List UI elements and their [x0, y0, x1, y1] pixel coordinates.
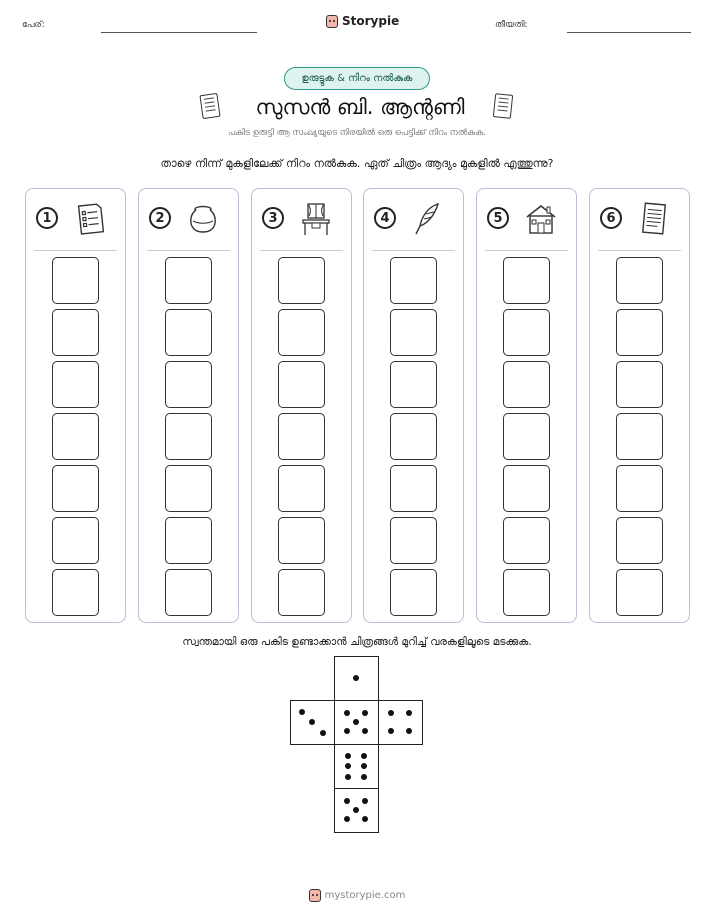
- color-box[interactable]: [52, 465, 99, 512]
- brand-name: Storypie: [342, 14, 400, 28]
- color-box[interactable]: [616, 569, 663, 616]
- window-desk-icon: [298, 201, 334, 237]
- column-divider: [485, 250, 568, 251]
- column-divider: [147, 250, 230, 251]
- column-number: 2: [149, 207, 171, 229]
- column-divider: [34, 250, 117, 251]
- color-box[interactable]: [616, 257, 663, 304]
- die-pip: [361, 753, 367, 759]
- column-number: 3: [262, 207, 284, 229]
- color-box[interactable]: [503, 569, 550, 616]
- house-icon: [523, 201, 559, 237]
- color-box[interactable]: [616, 413, 663, 460]
- die-pip: [345, 774, 351, 780]
- color-box[interactable]: [52, 257, 99, 304]
- checklist-document-icon: [72, 201, 108, 237]
- paper-document-icon: [636, 201, 672, 237]
- die-face-1: [334, 656, 379, 701]
- die-pip: [388, 728, 394, 734]
- color-box[interactable]: [616, 309, 663, 356]
- color-box[interactable]: [390, 569, 437, 616]
- color-box[interactable]: [165, 309, 212, 356]
- color-box[interactable]: [616, 465, 663, 512]
- color-box[interactable]: [503, 465, 550, 512]
- die-pip: [361, 763, 367, 769]
- column-1: [25, 188, 126, 623]
- color-box[interactable]: [503, 361, 550, 408]
- column-2: [138, 188, 239, 623]
- date-line[interactable]: [567, 32, 691, 33]
- die-pip: [345, 763, 351, 769]
- color-box[interactable]: [52, 569, 99, 616]
- instruction: താഴെ നിന്ന് മുകളിലേക്ക് നിറം നൽകുക. ഏത് ചിത്രം ആദ്യം മുകളിൽ എത്തുന്നു?: [160, 157, 554, 170]
- die-pip: [362, 798, 368, 804]
- column-number: 6: [600, 207, 622, 229]
- die-pip: [299, 709, 305, 715]
- color-box[interactable]: [165, 569, 212, 616]
- color-box[interactable]: [278, 569, 325, 616]
- die-pip: [362, 710, 368, 716]
- subtitle: പകിട ഉരുട്ടി ആ സംഖ്യയുടെ നിരയിൽ ഒരു പെട്ടിക്ക് നിറം നൽകുക.: [228, 128, 486, 138]
- brand-logo: [326, 14, 399, 28]
- column-5: [476, 188, 577, 623]
- color-box[interactable]: [390, 517, 437, 564]
- die-pip: [353, 719, 359, 725]
- color-box[interactable]: [390, 413, 437, 460]
- color-box[interactable]: [278, 517, 325, 564]
- color-box[interactable]: [52, 309, 99, 356]
- column-divider: [372, 250, 455, 251]
- color-box[interactable]: [278, 257, 325, 304]
- die-pip: [344, 728, 350, 734]
- die-pip: [362, 728, 368, 734]
- mascot-icon: [326, 15, 338, 28]
- color-box[interactable]: [503, 413, 550, 460]
- color-box[interactable]: [503, 257, 550, 304]
- die-pip: [309, 719, 315, 725]
- mascot-icon: [309, 889, 321, 902]
- column-number: 5: [487, 207, 509, 229]
- name-label: പേര്:: [22, 20, 45, 30]
- die-pip: [406, 728, 412, 734]
- color-box[interactable]: [278, 413, 325, 460]
- column-divider: [260, 250, 343, 251]
- color-box[interactable]: [503, 309, 550, 356]
- die-pip: [344, 710, 350, 716]
- die-pip: [406, 710, 412, 716]
- column-number: 4: [374, 207, 396, 229]
- color-box[interactable]: [390, 309, 437, 356]
- color-box[interactable]: [616, 361, 663, 408]
- die-pip: [388, 710, 394, 716]
- column-3: [251, 188, 352, 623]
- date-label: തീയതി:: [495, 20, 528, 30]
- dice-instruction: സ്വന്തമായി ഒരു പകിട ഉണ്ടാക്കാൻ ചിത്രങ്ങൾ മുറിച്ച് വരകളിലൂടെ മടക്കുക.: [182, 636, 532, 648]
- color-box[interactable]: [390, 361, 437, 408]
- die-pip: [353, 807, 359, 813]
- color-box[interactable]: [278, 465, 325, 512]
- die-face-5: [334, 700, 379, 745]
- color-box[interactable]: [52, 413, 99, 460]
- color-box[interactable]: [52, 517, 99, 564]
- color-box[interactable]: [390, 465, 437, 512]
- color-box[interactable]: [52, 361, 99, 408]
- document-icon-right: [493, 93, 513, 119]
- die-pip: [320, 730, 326, 736]
- die-pip: [353, 675, 359, 681]
- feather-quill-icon: [410, 201, 446, 237]
- die-pip: [361, 774, 367, 780]
- color-box[interactable]: [165, 361, 212, 408]
- clay-pot-icon: [185, 201, 221, 237]
- column-4: [363, 188, 464, 623]
- column-number: 1: [36, 207, 58, 229]
- color-box[interactable]: [165, 517, 212, 564]
- color-box[interactable]: [390, 257, 437, 304]
- footer: [0, 889, 714, 902]
- die-face-4: [378, 700, 423, 745]
- die-pip: [345, 753, 351, 759]
- die-face-5: [334, 788, 379, 833]
- column-divider: [598, 250, 681, 251]
- die-pip: [344, 816, 350, 822]
- die-pip: [344, 798, 350, 804]
- page-title: സുസൻ ബി. ആന്റണി: [255, 95, 465, 119]
- die-face-3: [290, 700, 335, 745]
- column-6: [589, 188, 690, 623]
- color-box[interactable]: [278, 309, 325, 356]
- color-box[interactable]: [165, 257, 212, 304]
- name-line[interactable]: [101, 32, 257, 33]
- color-box[interactable]: [165, 413, 212, 460]
- color-box[interactable]: [616, 517, 663, 564]
- activity-badge: ഉരുട്ടുക & നിറം നൽകുക: [284, 67, 430, 90]
- die-pip: [362, 816, 368, 822]
- footer-url: mystorypie.com: [324, 890, 406, 901]
- color-box[interactable]: [278, 361, 325, 408]
- color-box[interactable]: [503, 517, 550, 564]
- color-box[interactable]: [165, 465, 212, 512]
- die-face-6: [334, 744, 379, 789]
